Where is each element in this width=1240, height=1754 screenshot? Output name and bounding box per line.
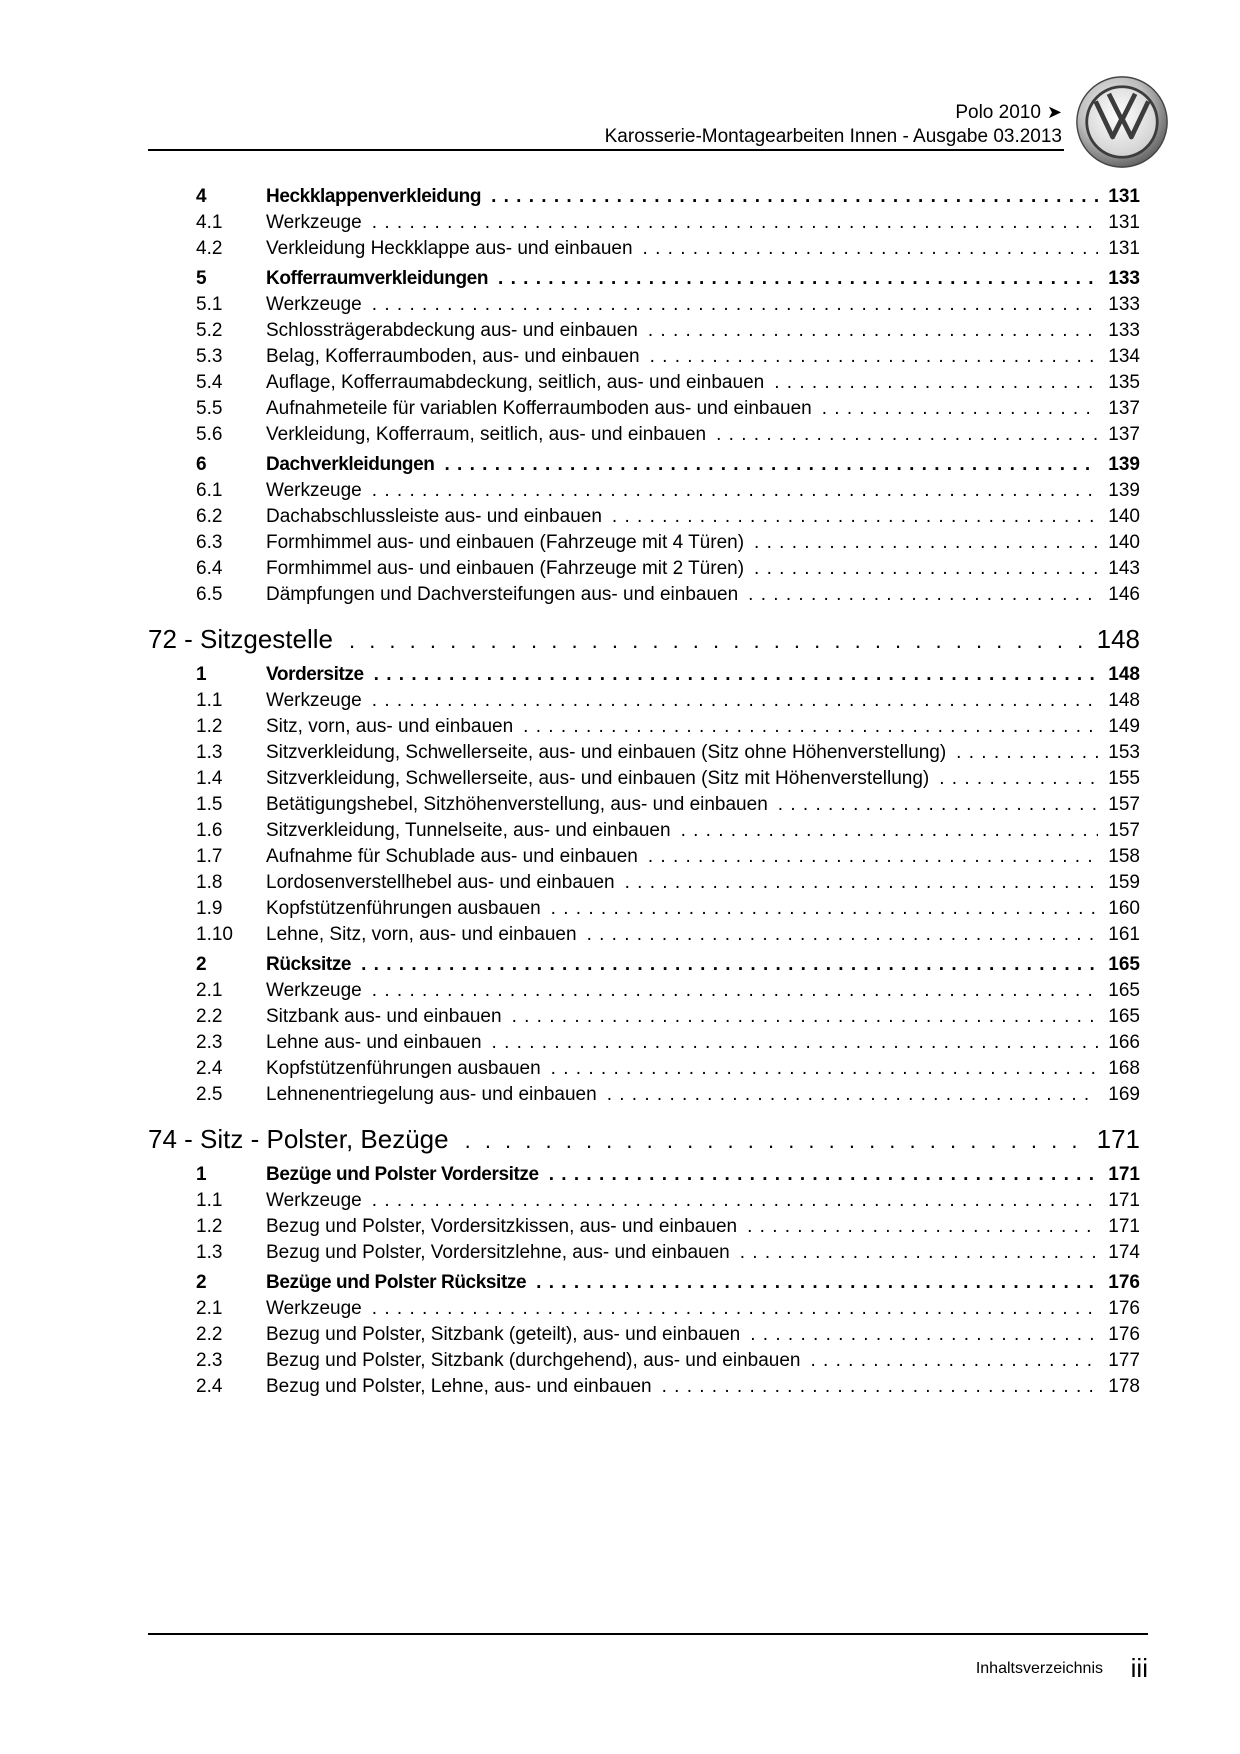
- toc-entry-line: [266, 1006, 1140, 1028]
- toc-title: Formhimmel aus- und einbauen (Fahrzeuge mit 2 Türen): [266, 558, 745, 579]
- toc-page-number: 157: [1108, 794, 1140, 815]
- toc-number: 1.1: [196, 1190, 223, 1211]
- toc-section[interactable]: [148, 950, 1148, 976]
- toc-item[interactable]: [148, 368, 1148, 394]
- dot-leader: [372, 480, 1098, 502]
- model-name: Polo 2010: [955, 102, 1041, 123]
- toc-entry-line: [266, 846, 1140, 868]
- toc-entry-line: [266, 1058, 1140, 1080]
- toc-item[interactable]: [148, 1002, 1148, 1028]
- toc-entry-line: [266, 506, 1140, 528]
- toc-entry-line: [266, 584, 1140, 606]
- toc-entry-line: [266, 820, 1140, 842]
- toc-item[interactable]: [148, 1238, 1148, 1264]
- toc-item[interactable]: [148, 790, 1148, 816]
- toc-entry-line: [266, 742, 1140, 764]
- toc-number: 6.2: [196, 506, 223, 527]
- dot-leader: [372, 1190, 1098, 1212]
- toc-title: Rücksitze: [266, 954, 352, 975]
- toc-number: 2.3: [196, 1350, 223, 1371]
- dot-leader: [492, 1032, 1098, 1054]
- toc-number: 5.6: [196, 424, 223, 445]
- toc-item[interactable]: [148, 894, 1148, 920]
- toc-page-number: 165: [1108, 980, 1140, 1001]
- toc-title: Werkzeuge: [266, 1298, 362, 1319]
- toc-title: Kofferraumverkleidungen: [266, 268, 489, 289]
- toc-title: Bezug und Polster, Vordersitzlehne, aus- und einbauen: [266, 1242, 730, 1263]
- toc-number: 1.2: [196, 1216, 223, 1237]
- toc-number: 2: [196, 1272, 207, 1293]
- toc-number: 6.1: [196, 480, 223, 501]
- toc-page-number: 174: [1108, 1242, 1140, 1263]
- toc-entry-line: [266, 1032, 1140, 1054]
- toc-page-number: 135: [1108, 372, 1140, 393]
- toc-entry-line: [266, 1298, 1140, 1320]
- toc-title: Bezug und Polster, Sitzbank (geteilt), aus- und einbauen: [266, 1324, 741, 1345]
- toc-entry-line: [148, 1124, 1140, 1155]
- toc-item[interactable]: [148, 1346, 1148, 1372]
- toc-item[interactable]: [148, 868, 1148, 894]
- toc-number: 6: [196, 454, 207, 475]
- toc-page-number: 140: [1108, 532, 1140, 553]
- dot-leader: [551, 1058, 1098, 1080]
- toc-page-number: 158: [1108, 846, 1140, 867]
- toc-title: Heckklappenverkleidung: [266, 186, 482, 207]
- document-subtitle: Karosserie-Montagearbeiten Innen - Ausgabe 03.2013: [604, 126, 1062, 147]
- toc-title: Bezug und Polster, Vordersitzkissen, aus- und einbauen: [266, 1216, 738, 1237]
- toc-entry-line: [148, 624, 1140, 655]
- dot-leader: [754, 558, 1098, 580]
- toc-page-number: 133: [1108, 294, 1140, 315]
- toc-number: 2.2: [196, 1324, 223, 1345]
- toc-number: 1.4: [196, 768, 223, 789]
- toc-page-number: 169: [1108, 1084, 1140, 1105]
- toc-title: Sitzbank aus- und einbauen: [266, 1006, 502, 1027]
- toc-entry-line: [266, 424, 1140, 446]
- toc-page-number: 131: [1108, 212, 1140, 233]
- dot-leader: [372, 212, 1098, 234]
- toc-number: 2.2: [196, 1006, 223, 1027]
- dot-leader: [444, 454, 1098, 476]
- toc-page-number: 166: [1108, 1032, 1140, 1053]
- header-divider: [148, 149, 1064, 151]
- toc-entry-line: [266, 716, 1140, 738]
- toc-title: Werkzeuge: [266, 1190, 362, 1211]
- toc-entry-line: [266, 1084, 1140, 1106]
- dot-leader: [607, 1084, 1098, 1106]
- toc-number: 2.4: [196, 1058, 223, 1079]
- toc-number: 2.1: [196, 1298, 223, 1319]
- toc-title: Dachverkleidungen: [266, 454, 435, 475]
- toc-entry-line: [266, 924, 1140, 946]
- toc-number: 1.3: [196, 1242, 223, 1263]
- toc-item[interactable]: [148, 920, 1148, 946]
- toc-entry-line: [266, 954, 1140, 976]
- toc-entry-line: [266, 1216, 1140, 1238]
- toc-page-number: 160: [1108, 898, 1140, 919]
- footer-label: Inhaltsverzeichnis: [975, 1660, 1103, 1677]
- toc-item[interactable]: [148, 208, 1148, 234]
- dot-leader: [498, 268, 1098, 290]
- toc-item[interactable]: [148, 476, 1148, 502]
- toc-title: Bezüge und Polster Rücksitze: [266, 1272, 527, 1293]
- toc-page-number: 176: [1108, 1324, 1140, 1345]
- toc-page-number: 133: [1108, 320, 1140, 341]
- toc-number: 1.5: [196, 794, 223, 815]
- toc-entry-line: [266, 480, 1140, 502]
- toc-title: 72 - Sitzgestelle: [148, 624, 333, 654]
- toc-number: 5.3: [196, 346, 223, 367]
- toc-title: 74 - Sitz - Polster, Bezüge: [148, 1124, 449, 1154]
- toc-entry-line: [266, 1164, 1140, 1186]
- toc-entry-line: [266, 1350, 1140, 1372]
- toc-entry-line: [266, 186, 1140, 208]
- dot-leader: [549, 1164, 1098, 1186]
- toc-item[interactable]: [148, 1212, 1148, 1238]
- toc-item[interactable]: [148, 316, 1148, 342]
- toc-item[interactable]: [148, 342, 1148, 368]
- toc-chapter[interactable]: [148, 614, 1148, 656]
- dot-leader: [374, 664, 1098, 686]
- dot-leader: [748, 584, 1098, 606]
- toc-number: 5.5: [196, 398, 223, 419]
- dot-leader: [747, 1216, 1098, 1238]
- toc-entry-line: [266, 294, 1140, 316]
- toc-number: 1.2: [196, 716, 223, 737]
- toc-page-number: 137: [1108, 424, 1140, 445]
- toc-title: Sitzverkleidung, Tunnelseite, aus- und einbauen: [266, 820, 671, 841]
- toc-item[interactable]: [148, 712, 1148, 738]
- dot-leader: [465, 1124, 1091, 1155]
- toc-chapter[interactable]: [148, 1114, 1148, 1156]
- toc-page-number: 157: [1108, 820, 1140, 841]
- arrow-icon: ➤: [1046, 102, 1062, 122]
- toc-page-number: 171: [1108, 1190, 1140, 1211]
- toc-number: 5.1: [196, 294, 223, 315]
- toc-page-number: 134: [1108, 346, 1140, 367]
- toc-number: 2: [196, 954, 207, 975]
- toc-title: Kopfstützenführungen ausbauen: [266, 898, 541, 919]
- toc-number: 6.4: [196, 558, 223, 579]
- model-title: [955, 101, 1062, 124]
- dot-leader: [551, 898, 1098, 920]
- toc-title: Aufnahme für Schublade aus- und einbauen: [266, 846, 638, 867]
- toc-page-number: 133: [1108, 268, 1140, 289]
- table-of-contents: [148, 178, 1148, 1398]
- dot-leader: [778, 794, 1098, 816]
- dot-leader: [612, 506, 1098, 528]
- toc-number: 2.1: [196, 980, 223, 1001]
- toc-number: 1.9: [196, 898, 223, 919]
- toc-number: 1.1: [196, 690, 223, 711]
- page-header: [0, 0, 1240, 160]
- toc-entry-line: [266, 1272, 1140, 1294]
- toc-page-number: 165: [1108, 1006, 1140, 1027]
- toc-entry-line: [266, 898, 1140, 920]
- toc-item[interactable]: [148, 842, 1148, 868]
- dot-leader: [372, 294, 1098, 316]
- toc-title: Bezüge und Polster Vordersitze: [266, 1164, 539, 1185]
- toc-entry-line: [266, 320, 1140, 342]
- toc-number: 2.3: [196, 1032, 223, 1053]
- dot-leader: [372, 1298, 1098, 1320]
- toc-section[interactable]: [148, 450, 1148, 476]
- toc-number: 2.5: [196, 1084, 223, 1105]
- toc-title: Lehne aus- und einbauen: [266, 1032, 482, 1053]
- toc-section[interactable]: [148, 264, 1148, 290]
- toc-item[interactable]: [148, 1028, 1148, 1054]
- toc-number: 2.4: [196, 1376, 223, 1397]
- toc-number: 1.7: [196, 846, 223, 867]
- dot-leader: [774, 372, 1098, 394]
- toc-entry-line: [266, 212, 1140, 234]
- toc-title: Aufnahmeteile für variablen Kofferraumboden aus- und einbauen: [266, 398, 812, 419]
- toc-item[interactable]: [148, 1320, 1148, 1346]
- toc-title: Schlossträgerabdeckung aus- und einbauen: [266, 320, 638, 341]
- toc-item[interactable]: [148, 738, 1148, 764]
- toc-page-number: 176: [1108, 1272, 1140, 1293]
- toc-page-number: 159: [1108, 872, 1140, 893]
- toc-entry-line: [266, 690, 1140, 712]
- dot-leader: [491, 186, 1098, 208]
- toc-page-number: 171: [1108, 1216, 1140, 1237]
- toc-title: Werkzeuge: [266, 212, 362, 233]
- toc-number: 1: [196, 1164, 207, 1185]
- dot-leader: [648, 320, 1098, 342]
- dot-leader: [512, 1006, 1098, 1028]
- toc-number: 1.10: [196, 924, 233, 945]
- toc-entry-line: [266, 372, 1140, 394]
- toc-title: Belag, Kofferraumboden, aus- und einbauen: [266, 346, 640, 367]
- toc-item[interactable]: [148, 420, 1148, 446]
- toc-title: Werkzeuge: [266, 480, 362, 501]
- toc-item[interactable]: [148, 554, 1148, 580]
- dot-leader: [822, 398, 1098, 420]
- toc-entry-line: [266, 454, 1140, 476]
- toc-page-number: 177: [1108, 1350, 1140, 1371]
- toc-page-number: 171: [1096, 1124, 1140, 1154]
- dot-leader: [587, 924, 1098, 946]
- dot-leader: [716, 424, 1098, 446]
- toc-item[interactable]: [148, 1372, 1148, 1398]
- toc-page-number: 153: [1108, 742, 1140, 763]
- toc-number: 5: [196, 268, 207, 289]
- dot-leader: [750, 1324, 1098, 1346]
- toc-entry-line: [266, 1376, 1140, 1398]
- toc-entry-line: [266, 794, 1140, 816]
- toc-entry-line: [266, 532, 1140, 554]
- toc-entry-line: [266, 558, 1140, 580]
- toc-entry-line: [266, 980, 1140, 1002]
- dot-leader: [523, 716, 1098, 738]
- toc-title: Betätigungshebel, Sitzhöhenverstellung, aus- und einbauen: [266, 794, 768, 815]
- toc-page-number: 176: [1108, 1298, 1140, 1319]
- toc-title: Bezug und Polster, Lehne, aus- und einbauen: [266, 1376, 652, 1397]
- toc-entry-line: [266, 768, 1140, 790]
- toc-title: Werkzeuge: [266, 294, 362, 315]
- dot-leader: [361, 954, 1098, 976]
- toc-number: 1: [196, 664, 207, 685]
- toc-number: 4.1: [196, 212, 223, 233]
- toc-entry-line: [266, 268, 1140, 290]
- dot-leader: [536, 1272, 1098, 1294]
- toc-number: 6.3: [196, 532, 223, 553]
- dot-leader: [372, 690, 1098, 712]
- toc-page-number: 148: [1096, 624, 1140, 654]
- toc-page-number: 148: [1108, 690, 1140, 711]
- toc-title: Werkzeuge: [266, 980, 362, 1001]
- toc-title: Sitzverkleidung, Schwellerseite, aus- und einbauen (Sitz mit Höhenverstellung): [266, 768, 930, 789]
- toc-page-number: 137: [1108, 398, 1140, 419]
- toc-title: Formhimmel aus- und einbauen (Fahrzeuge mit 4 Türen): [266, 532, 745, 553]
- toc-page-number: 131: [1108, 186, 1140, 207]
- toc-number: 5.2: [196, 320, 223, 341]
- dot-leader: [810, 1350, 1098, 1372]
- dot-leader: [643, 238, 1098, 260]
- toc-item[interactable]: [148, 1186, 1148, 1212]
- toc-page-number: 171: [1108, 1164, 1140, 1185]
- toc-page-number: 148: [1108, 664, 1140, 685]
- toc-section[interactable]: [148, 182, 1148, 208]
- toc-entry-line: [266, 1190, 1140, 1212]
- toc-title: Sitzverkleidung, Schwellerseite, aus- und einbauen (Sitz ohne Höhenverstellung): [266, 742, 947, 763]
- dot-leader: [754, 532, 1098, 554]
- toc-number: 5.4: [196, 372, 223, 393]
- toc-item[interactable]: [148, 234, 1148, 260]
- toc-number: 6.5: [196, 584, 223, 605]
- toc-entry-line: [266, 238, 1140, 260]
- toc-number: 1.8: [196, 872, 223, 893]
- toc-item[interactable]: [148, 290, 1148, 316]
- toc-page-number: 139: [1108, 454, 1140, 475]
- toc-item[interactable]: [148, 580, 1148, 606]
- toc-entry-line: [266, 664, 1140, 686]
- toc-title: Auflage, Kofferraumabdeckung, seitlich, aus- und einbauen: [266, 372, 765, 393]
- toc-item[interactable]: [148, 764, 1148, 790]
- toc-page-number: 139: [1108, 480, 1140, 501]
- toc-section[interactable]: [148, 660, 1148, 686]
- dot-leader: [650, 346, 1098, 368]
- toc-number: 1.3: [196, 742, 223, 763]
- toc-entry-line: [266, 872, 1140, 894]
- toc-entry-line: [266, 1324, 1140, 1346]
- toc-entry-line: [266, 1242, 1140, 1264]
- dot-leader: [372, 980, 1098, 1002]
- dot-leader: [625, 872, 1098, 894]
- toc-entry-line: [266, 398, 1140, 420]
- toc-page-number: 143: [1108, 558, 1140, 579]
- toc-title: Dachabschlussleiste aus- und einbauen: [266, 506, 602, 527]
- toc-number: 4: [196, 186, 207, 207]
- dot-leader: [349, 624, 1091, 655]
- toc-item[interactable]: [148, 686, 1148, 712]
- toc-page-number: 146: [1108, 584, 1140, 605]
- toc-page-number: 161: [1108, 924, 1140, 945]
- toc-title: Bezug und Polster, Sitzbank (durchgehend), aus- und einbauen: [266, 1350, 801, 1371]
- dot-leader: [740, 1242, 1098, 1264]
- toc-number: 1.6: [196, 820, 223, 841]
- toc-number: 4.2: [196, 238, 223, 259]
- toc-title: Verkleidung, Kofferraum, seitlich, aus- und einbauen: [266, 424, 707, 445]
- dot-leader: [648, 846, 1098, 868]
- toc-title: Werkzeuge: [266, 690, 362, 711]
- toc-section[interactable]: [148, 1268, 1148, 1294]
- toc-item[interactable]: [148, 1294, 1148, 1320]
- toc-page-number: 178: [1108, 1376, 1140, 1397]
- toc-title: Vordersitze: [266, 664, 364, 685]
- dot-leader: [939, 768, 1098, 790]
- dot-leader: [662, 1376, 1098, 1398]
- toc-title: Lehnenentriegelung aus- und einbauen: [266, 1084, 597, 1105]
- toc-item[interactable]: [148, 528, 1148, 554]
- footer-page-number: iii: [1130, 1653, 1148, 1683]
- toc-item[interactable]: [148, 976, 1148, 1002]
- dot-leader: [681, 820, 1098, 842]
- toc-page-number: 165: [1108, 954, 1140, 975]
- toc-entry-line: [266, 346, 1140, 368]
- toc-title: Sitz, vorn, aus- und einbauen: [266, 716, 514, 737]
- toc-section[interactable]: [148, 1160, 1148, 1186]
- toc-item[interactable]: [148, 502, 1148, 528]
- toc-title: Kopfstützenführungen ausbauen: [266, 1058, 541, 1079]
- toc-item[interactable]: [148, 1054, 1148, 1080]
- toc-title: Lehne, Sitz, vorn, aus- und einbauen: [266, 924, 577, 945]
- dot-leader: [956, 742, 1098, 764]
- toc-item[interactable]: [148, 394, 1148, 420]
- toc-page-number: 140: [1108, 506, 1140, 527]
- toc-page-number: 131: [1108, 238, 1140, 259]
- toc-title: Dämpfungen und Dachversteifungen aus- und einbauen: [266, 584, 739, 605]
- footer-divider: [148, 1633, 1148, 1635]
- toc-item[interactable]: [148, 816, 1148, 842]
- toc-page-number: 155: [1108, 768, 1140, 789]
- vw-logo-icon: [1075, 75, 1169, 169]
- toc-item[interactable]: [148, 1080, 1148, 1106]
- toc-page-number: 168: [1108, 1058, 1140, 1079]
- toc-page-number: 149: [1108, 716, 1140, 737]
- toc-title: Lordosenverstellhebel aus- und einbauen: [266, 872, 615, 893]
- toc-title: Verkleidung Heckklappe aus- und einbauen: [266, 238, 633, 259]
